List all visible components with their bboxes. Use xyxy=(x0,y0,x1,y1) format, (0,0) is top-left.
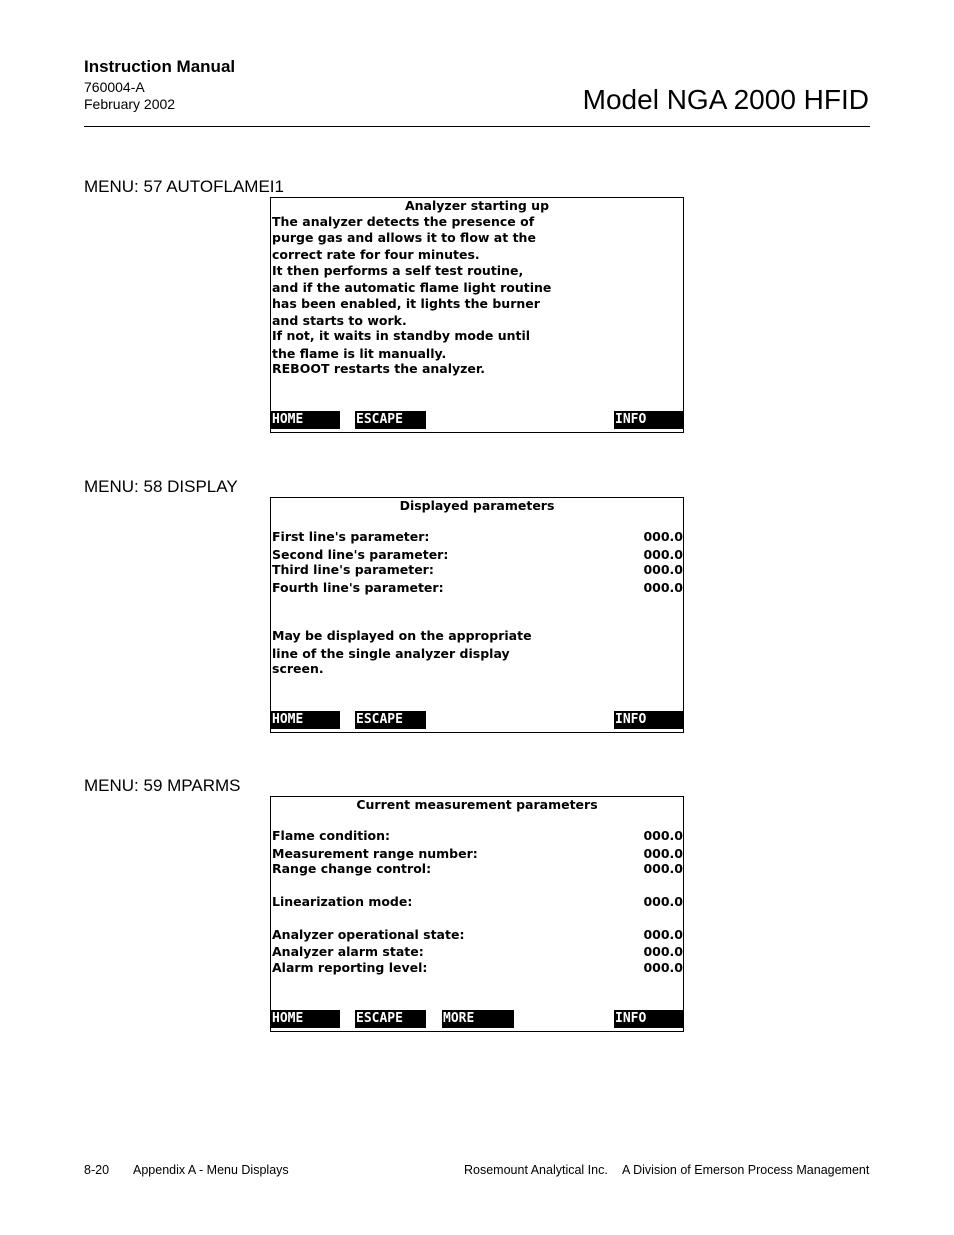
screen-text-line: If not, it waits in standby mode until xyxy=(272,328,531,343)
info-softkey[interactable]: INFO xyxy=(614,1010,683,1028)
param-value[interactable]: 000.0 xyxy=(643,846,683,861)
param-name: Second line's parameter: xyxy=(272,547,449,562)
screen-text-line: The analyzer detects the presence of xyxy=(272,214,535,229)
param-value[interactable]: 000.0 xyxy=(643,580,683,595)
param-name: Flame condition: xyxy=(272,828,390,843)
param-name: Range change control: xyxy=(272,861,432,876)
param-row xyxy=(272,547,683,563)
escape-softkey[interactable]: ESCAPE xyxy=(355,411,426,429)
param-name: Analyzer alarm state: xyxy=(272,944,424,959)
menu-59-screen xyxy=(270,796,684,1032)
param-value[interactable]: 000.0 xyxy=(643,960,683,975)
home-softkey[interactable]: HOME xyxy=(271,411,340,429)
param-value[interactable]: 000.0 xyxy=(643,828,683,843)
param-name: Analyzer operational state: xyxy=(272,927,465,942)
screen-text-line: It then performs a self test routine, xyxy=(272,263,524,278)
param-name: Measurement range number: xyxy=(272,846,478,861)
param-row xyxy=(272,894,683,910)
footer-company: Rosemount Analytical Inc. xyxy=(464,1163,608,1177)
param-value[interactable]: 000.0 xyxy=(643,547,683,562)
menu-57-screen xyxy=(270,197,684,433)
screen-text-line: screen. xyxy=(272,661,324,676)
escape-softkey[interactable]: ESCAPE xyxy=(355,1010,426,1028)
screen-text-line: May be displayed on the appropriate xyxy=(272,628,532,643)
param-row xyxy=(272,580,683,596)
screen-text-line: the flame is lit manually. xyxy=(272,346,447,361)
home-softkey[interactable]: HOME xyxy=(271,1010,340,1028)
screen-text-line: REBOOT restarts the analyzer. xyxy=(272,361,486,376)
escape-softkey[interactable]: ESCAPE xyxy=(355,711,426,729)
info-softkey[interactable]: INFO xyxy=(614,711,683,729)
param-name: Third line's parameter: xyxy=(272,562,434,577)
screen-text-line: and if the automatic flame light routine xyxy=(272,280,552,295)
param-value[interactable]: 000.0 xyxy=(643,894,683,909)
menu-59-label: MENU: 59 MPARMS xyxy=(84,776,241,795)
footer-division: A Division of Emerson Process Management xyxy=(622,1163,870,1177)
param-row xyxy=(272,927,683,943)
param-value[interactable]: 000.0 xyxy=(643,861,683,876)
screen-text-line: purge gas and allows it to flow at the xyxy=(272,230,536,245)
menu-57-label: MENU: 57 AUTOFLAMEI1 xyxy=(84,177,284,196)
param-row xyxy=(272,828,683,844)
param-row xyxy=(272,944,683,960)
param-row xyxy=(272,562,683,578)
header-divider xyxy=(84,126,870,127)
param-name: Alarm reporting level: xyxy=(272,960,428,975)
model-title: Model NGA 2000 HFID xyxy=(582,84,869,115)
document-number: 760004-A xyxy=(84,79,145,95)
param-row xyxy=(272,846,683,862)
param-value[interactable]: 000.0 xyxy=(643,927,683,942)
screen-title: Current measurement parameters xyxy=(356,797,598,812)
more-softkey[interactable]: MORE xyxy=(442,1010,514,1028)
screen-text-line: and starts to work. xyxy=(272,313,407,328)
param-row xyxy=(272,960,683,976)
param-row xyxy=(272,529,683,545)
document-date: February 2002 xyxy=(84,96,176,112)
page-number: 8-20 xyxy=(84,1163,110,1177)
param-value[interactable]: 000.0 xyxy=(643,562,683,577)
param-value[interactable]: 000.0 xyxy=(643,529,683,544)
param-value[interactable]: 000.0 xyxy=(643,944,683,959)
screen-title: Displayed parameters xyxy=(399,498,555,513)
screen-text-line: line of the single analyzer display xyxy=(272,646,510,661)
info-softkey[interactable]: INFO xyxy=(614,411,683,429)
param-name: First line's parameter: xyxy=(272,529,430,544)
menu-58-screen xyxy=(270,497,684,733)
footer-section: Appendix A - Menu Displays xyxy=(133,1163,289,1177)
screen-text-line: has been enabled, it lights the burner xyxy=(272,296,540,311)
screen-title: Analyzer starting up xyxy=(404,198,550,213)
param-name: Fourth line's parameter: xyxy=(272,580,444,595)
param-name: Linearization mode: xyxy=(272,894,413,909)
manual-title: Instruction Manual xyxy=(84,57,236,76)
param-row xyxy=(272,861,683,877)
home-softkey[interactable]: HOME xyxy=(271,711,340,729)
menu-58-label: MENU: 58 DISPLAY xyxy=(84,477,238,496)
screen-text-line: correct rate for four minutes. xyxy=(272,247,480,262)
